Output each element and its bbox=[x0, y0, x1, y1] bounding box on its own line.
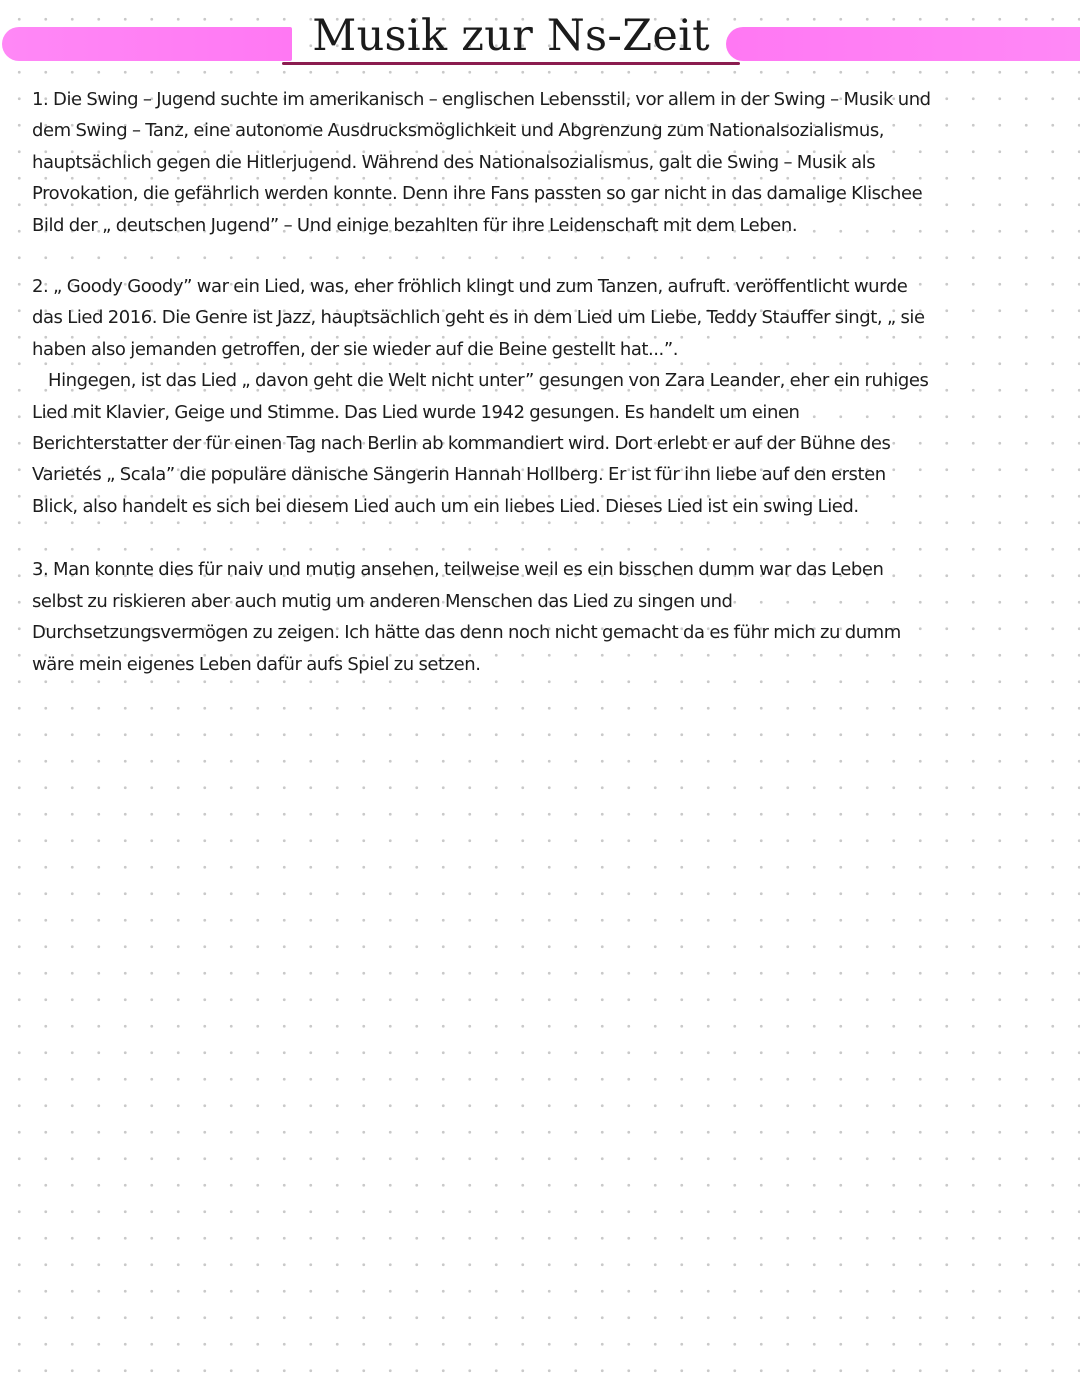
answer-2-part-1: 2. „ Goody Goody” war ein Lied, was, eher fröhlich klingt und zum Tanzen, aufruft. veröffentlicht wurde das Lied 2016. Die Genre ist Jazz, hauptsächlich geht es in dem Lied um Liebe, Teddy Stauffer singt, „ sie haben also jemanden getroffen, der sie wieder auf die Beine gestellt hat...”. bbox=[32, 276, 925, 360]
title-banner bbox=[0, 0, 1080, 72]
answer-1: 1. Die Swing – Jugend suchte im amerikanisch – englischen Lebensstil, vor allem in der Swing – Musik und dem Swing – Tanz, eine autonome Ausdrucksmöglichkeit und Abgrenzung zum Nationalsozialismus, hauptsächlich gegen die Hitlerjugend. Während des Nationalsozialismus, galt die Swing – Musik als Provokation, die gefährlich werden konnte. Denn ihre Fans passten so gar nicht in das damalige Klischee Bild der „ deutschen Jugend” – Und einige bezahlten für ihre Leidenschaft mit dem Leben. bbox=[32, 89, 931, 236]
pink-highlight-right bbox=[726, 27, 1080, 61]
answer-2-part-2: Hingegen, ist das Lied „ davon geht die Welt nicht unter” gesungen von Zara Leander, eher ein ruhiges Lied mit Klavier, Geige und Stimme. Das Lied wurde 1942 gesungen. Es handelt um einen Berichterstatter der für einen Tag nach Berlin ab kommandiert wird. Dort erlebt er auf der Bühne des Varietés „ Scala” die populäre dänische Sängerin Hannah Hollberg. Er ist für ihn liebe auf den ersten Blick, also handelt es sich bei diesem Lied auch um ein liebes Lied. Dieses Lied ist ein swing Lied. bbox=[32, 370, 929, 517]
answer-3: 3. Man konnte dies für naiv und mutig ansehen, teilweise weil es ein bisschen dumm war das Leben selbst zu riskieren aber auch mutig um anderen Menschen das Lied zu singen und Durchsetzungsvermögen zu zeigen. Ich hätte das denn noch nicht gemacht da es führ mich zu dumm wäre mein eigenes Leben dafür aufs Spiel zu setzen. bbox=[32, 559, 901, 675]
answer-2 bbox=[32, 271, 932, 522]
title-underline bbox=[282, 62, 740, 65]
pink-highlight-left bbox=[2, 27, 292, 61]
answer-text bbox=[32, 84, 932, 710]
page-title: Musik zur Ns-Zeit bbox=[312, 11, 710, 61]
